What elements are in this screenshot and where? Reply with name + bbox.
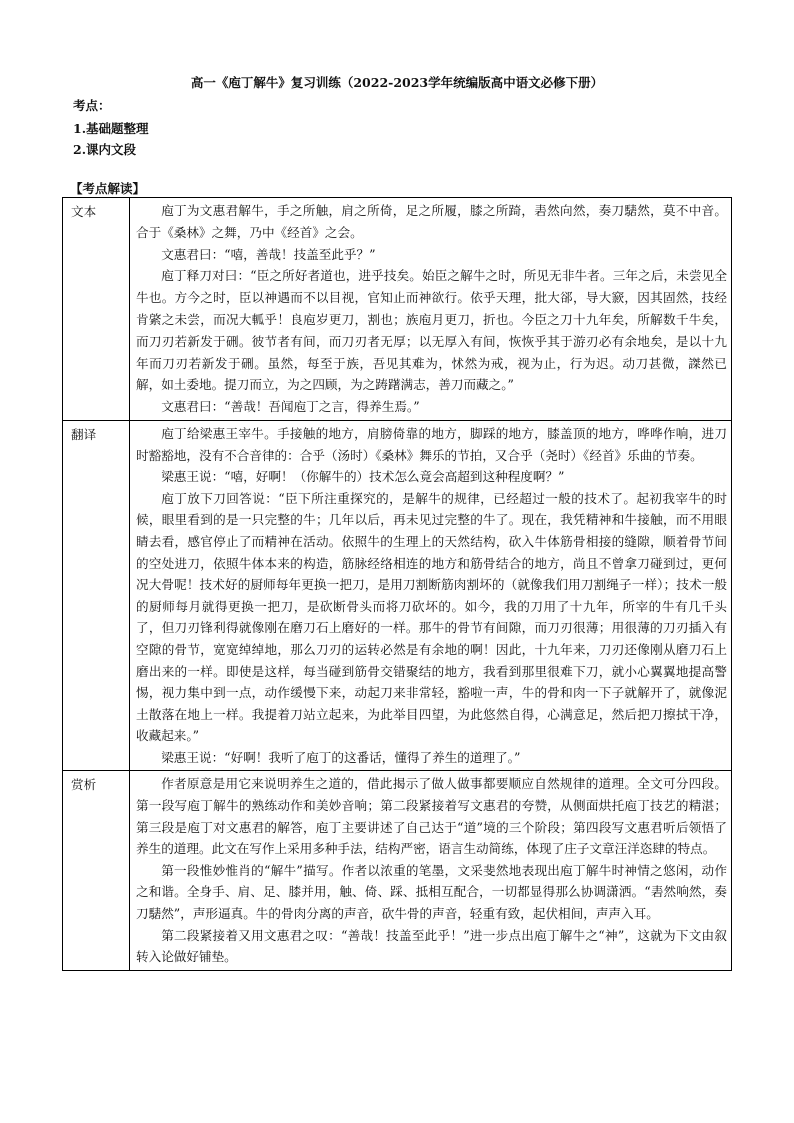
kaodian-label: 考点： (73, 98, 111, 113)
paragraph: 庖丁给梁惠王宰牛。手接触的地方，肩膀倚靠的地方，脚踩的地方，膝盖顶的地方，哗哗作响，进刀时豁豁地，没有不合音律的：合乎（汤时）《桑林》舞乐的节拍，又合乎（尧时）《经首》乐曲的节奏。 (136, 425, 727, 463)
row-content (130, 771, 732, 970)
paragraph: 作者原意是用它来说明养生之道的，借此揭示了做人做事都要顺应自然规律的道理。全文可分四段。第一段写庖丁解牛的熟练动作和美妙音响；第二段紧接着写文惠君的夸赞，从侧面烘托庖丁技艺的精湛；第三段是庖丁对文惠君的解答，庖丁主要讲述了自己达于“道”境的三个阶段；第四段写文惠君听后领悟了养生的道理。此文在写作上采用多种手法，结构严密，语言生动简练，体现了庄子文章汪洋恣肆的特点。 (136, 776, 727, 857)
paragraph: 庖丁放下刀回答说：“臣下所注重探究的，是解牛的规律，已经超过一般的技术了。起初我宰牛的时候，眼里看到的是一只完整的牛；几年以后，再未见过完整的牛了。现在，我凭精神和牛接触，而不用眼睛去看，感官停止了而精神在活动。依照牛的生理上的天然结构，砍入牛体筋骨相接的缝隙，顺着骨节间的空处进刀，依照牛体本来的构造，筋脉经络相连的地方和筋骨结合的地方，尚且不曾拿刀碰到过，更何况大骨呢！技术好的厨师每年更换一把刀，是用刀割断筋肉割坏的（就像我们用刀割绳子一样）；技术一般的厨师每月就得更换一把刀，是砍断骨头而将刀砍坏的。如今，我的刀用了十九年，所宰的牛有几千头了，但刀刃锋利得就像刚在磨刀石上磨好的一样。那牛的骨节有间隙，而刀刃很薄；用很薄的刀刃插入有空隙的骨节，宽宽绰绰地，那么刀刃的运转必然是有余地的啊！因此，十九年来，刀刃还像刚从磨刀石上磨出来的一样。即使是这样，每当碰到筋骨交错聚结的地方，我看到那里很难下刀，就小心翼翼地提高警惕，视力集中到一点，动作缓慢下来，动起刀来非常轻，豁啦一声，牛的骨和肉一下子就解开了，就像泥土散落在地上一样。我提着刀站立起来，为此举目四望，为此悠然自得，心满意足，然后把刀擦拭干净，收藏起来。” (136, 490, 727, 744)
jiedu-label: 【考点解读】 (70, 181, 146, 196)
row-content (130, 198, 732, 421)
table-row-appreciation (63, 771, 732, 970)
kaodian-item-1: 1.基础题整理 (73, 121, 149, 136)
paragraph: 梁惠王说：“嘻，好啊！（你解牛的）技术怎么竟会高超到这种程度啊？” (161, 469, 565, 485)
kaodian-item-2: 2.课内文段 (73, 142, 137, 157)
row-label: 赏析 (63, 771, 130, 970)
table-row-translation (63, 420, 732, 771)
row-label: 文本 (63, 198, 130, 421)
paragraph: 第一段惟妙惟肖的“解牛”描写。作者以浓重的笔墨，文采斐然地表现出庖丁解牛时神情之悠闲，动作之和谐。全身手、肩、足、膝并用，触、倚、踩、抵相互配合，一切都显得那么协调潇洒。“砉然响然，奏刀騞然”，声形逼真。牛的骨肉分离的声音，砍牛骨的声音，轻重有致，起伏相间，声声入耳。 (136, 862, 727, 922)
paragraph: 文惠君曰：“嘻，善哉！技盖至此乎？” (161, 246, 376, 262)
paragraph: 文惠君曰：“善哉！吾闻庖丁之言，得养生焉。” (161, 399, 420, 415)
row-content (130, 420, 732, 771)
table-row-text (63, 198, 732, 421)
paragraph: 庖丁为文惠君解牛，手之所触，肩之所倚，足之所履，膝之所踦，砉然向然，奏刀騞然，莫不中音。合于《桑林》之舞，乃中《经首》之会。 (136, 203, 727, 240)
paragraph: 第二段紧接着又用文惠君之叹：“善哉！技盖至此乎！”进一步点出庖丁解牛之“神”，这就为下文由叙转入论做好铺垫。 (136, 927, 727, 965)
analysis-table (62, 197, 732, 971)
paragraph: 庖丁释刀对曰：“臣之所好者道也，进乎技矣。始臣之解牛之时，所见无非牛者。三年之后，未尝见全牛也。方今之时，臣以神遇而不以目视，官知止而神欲行。依乎天理，批大郤，导大窾，因其固然，技经肯綮之未尝，而况大軱乎！良庖岁更刀，割也；族庖月更刀，折也。今臣之刀十九年矣，所解数千牛矣，而刀刃若新发于硎。彼节者有间，而刀刃者无厚；以无厚入有间，恢恢乎其于游刃必有余地矣，是以十九年而刀刃若新发于硎。虽然，每至于族，吾见其难为，怵然为戒，视为止，行为迟。动刀甚微，謋然已解，如土委地。提刀而立，为之四顾，为之踌躇满志，善刀而藏之。” (136, 268, 727, 393)
paragraph: 梁惠王说：“好啊！我听了庖丁的这番话，懂得了养生的道理了。” (161, 749, 521, 765)
row-label: 翻译 (63, 420, 130, 771)
page-title: 高一《庖丁解牛》复习训练（2022-2023学年统编版高中语文必修下册） (190, 75, 604, 90)
